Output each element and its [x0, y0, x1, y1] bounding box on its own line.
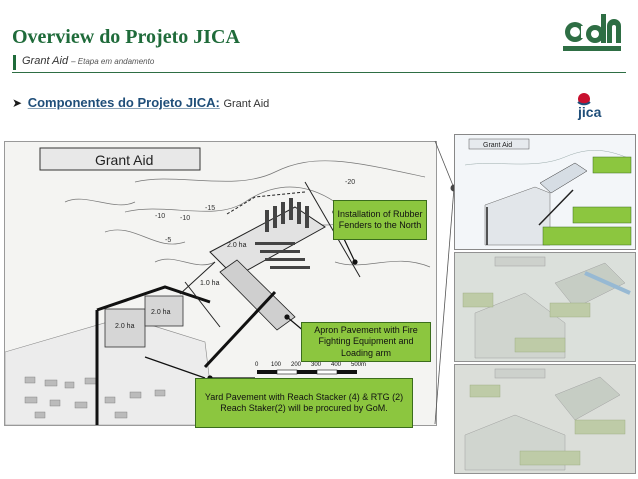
thumbnail-1-map: [455, 135, 635, 249]
area-label-4: 2.0 ha: [227, 242, 247, 249]
thumbnail-1[interactable]: [454, 134, 636, 250]
component-bullet: [12, 95, 269, 110]
subtitle-bar: [13, 55, 16, 70]
depth-label-4: -10: [180, 215, 191, 222]
scale-label-0: 0: [255, 362, 259, 368]
grant-aid-map: [4, 141, 437, 426]
callout-yard-pavement: [195, 378, 413, 428]
scale-label-3: 300: [311, 362, 322, 368]
depth-label-3: -10: [155, 213, 166, 220]
cdn-logo: [561, 10, 623, 54]
thumbnail-1-title: Grant Aid: [483, 142, 513, 149]
header-rule: [12, 72, 626, 73]
scale-label-2: 200: [291, 362, 302, 368]
depth-label-5: -5: [165, 237, 172, 244]
area-label-3: 1.0 ha: [200, 280, 220, 287]
scale-label-5: 500m: [351, 362, 367, 368]
arrow-bullet-icon: ➤: [12, 96, 23, 110]
callout-apron-pavement-text: Apron Pavement with Fire Fighting Equipment and Loading arm: [314, 325, 418, 358]
scale-bar: [255, 362, 366, 374]
page-subtitle: [22, 55, 154, 67]
thumbnail-3[interactable]: [454, 364, 636, 474]
bullet-detail: Grant Aid: [223, 98, 270, 110]
depth-label-1: -20: [345, 179, 356, 186]
scale-label-1: 100: [271, 362, 282, 368]
callout-rubber-fenders-text: Installation of Rubber Fenders to the North: [337, 208, 423, 230]
subtitle-main: Grant Aid: [22, 55, 69, 67]
jica-logo-text: jica: [578, 104, 602, 120]
callout-yard-pavement-text: Yard Pavement with Reach Stacker (4) & RTG (2) Reach Staker(2) will be procured by GoM.: [204, 391, 404, 413]
jica-logo: [574, 90, 622, 120]
area-label-2: 2.0 ha: [151, 309, 171, 316]
map-title: Grant Aid: [95, 152, 154, 168]
callout-rubber-fenders: [333, 200, 427, 240]
bullet-heading: Componentes do Projeto JICA:: [27, 95, 220, 110]
subtitle-note: – Etapa em andamento: [71, 57, 155, 66]
callout-apron-pavement: [301, 322, 431, 362]
thumbnail-3-map: [455, 365, 635, 473]
scale-label-4: 400: [331, 362, 342, 368]
depth-label-2: -15: [205, 205, 216, 212]
thumbnail-2[interactable]: [454, 252, 636, 362]
area-label-1: 2.0 ha: [115, 323, 135, 330]
page-title: Overview do Projeto JICA: [12, 26, 240, 48]
thumbnail-2-map: [455, 253, 635, 361]
